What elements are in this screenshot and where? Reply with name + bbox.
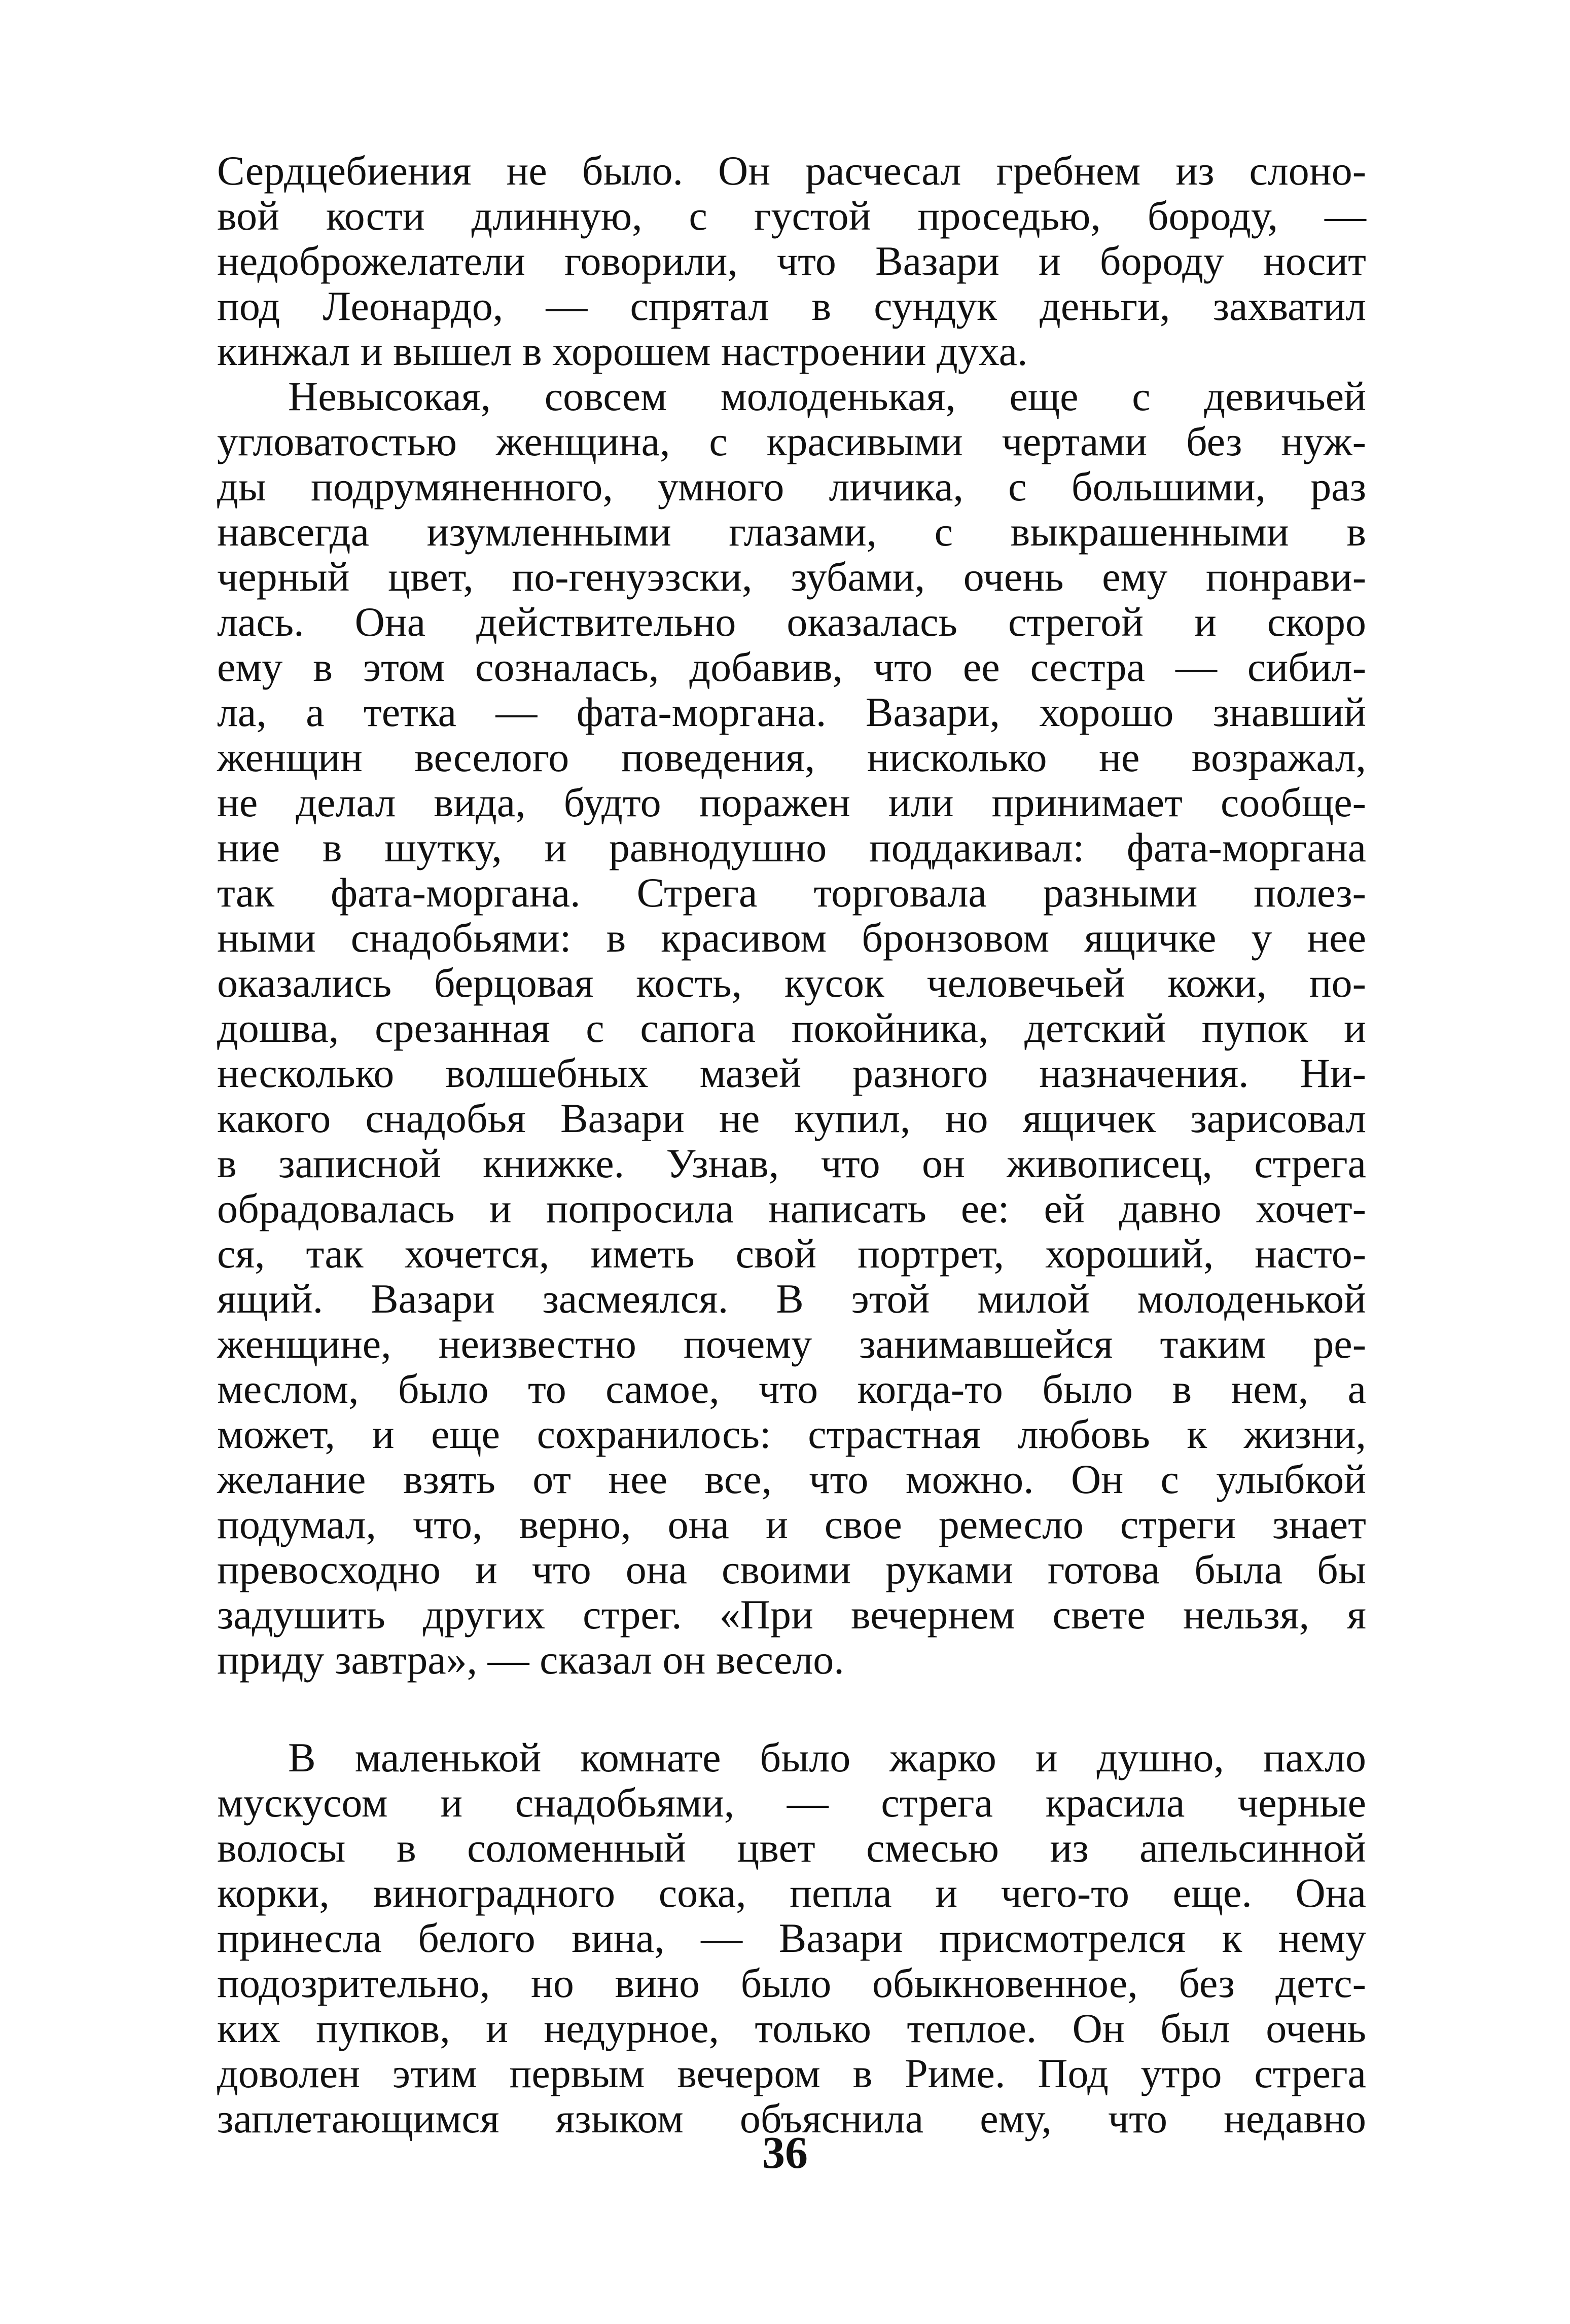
paragraph-1 [217, 148, 1366, 374]
text-line: ему в этом созналась, добавив, что ее сестра — сибил- [217, 644, 1366, 690]
text-line: не делал вида, будто поражен или принимает сообще- [217, 779, 1366, 825]
text-line: Невысокая, совсем молоденькая, еще с девичьей [288, 373, 1366, 419]
text-line: может, и еще сохранилось: страстная любовь к жизни, [217, 1411, 1366, 1457]
text-line: в записной книжке. Узнав, что он живописец, стрега [217, 1140, 1366, 1186]
text-line: ными снадобьями: в красивом бронзовом ящичке у нее [217, 915, 1366, 961]
page-number: 36 [762, 2128, 808, 2178]
text-block-upper [217, 148, 1366, 1682]
text-line: недоброжелатели говорили, что Вазари и бороду носит [217, 238, 1366, 284]
text-line: ся, так хочется, иметь свой портрет, хороший, насто- [217, 1230, 1366, 1277]
text-line: дошва, срезанная с сапога покойника, детский пупок и [217, 1005, 1366, 1051]
text-line: ды подрумяненного, умного личика, с большими, раз [217, 463, 1366, 510]
text-line: подумал, что, верно, она и свое ремесло стреги знает [217, 1501, 1366, 1547]
text-line: В маленькой комнате было жарко и душно, пахло [288, 1734, 1366, 1781]
text-line: лась. Она действительно оказалась стрегой и скоро [217, 599, 1366, 645]
text-line: Сердцебиения не было. Он расчесал гребнем из слоно- [217, 148, 1366, 194]
text-line: подозрительно, но вино было обыкновенное, без детс- [217, 1960, 1366, 2006]
text-line: ние в шутку, и равнодушно поддакивал: фата-моргана [217, 824, 1366, 870]
text-line: желание взять от нее все, что можно. Он с улыбкой [217, 1456, 1366, 1502]
paragraph-3 [217, 1735, 1366, 2141]
text-line: доволен этим первым вечером в Риме. Под утро стрега [217, 2050, 1366, 2096]
text-line: навсегда изумленными глазами, с выкрашенными в [217, 509, 1366, 555]
text-line: угловатостью женщина, с красивыми чертами без нуж- [217, 418, 1366, 464]
text-line: оказались берцовая кость, кусок человечьей кожи, по- [217, 960, 1366, 1006]
text-block-lower [217, 1735, 1366, 2141]
text-line: корки, виноградного сока, пепла и чего-то еще. Она [217, 1870, 1366, 1916]
text-line: задушить других стрег. «При вечернем свете нельзя, я [217, 1591, 1366, 1638]
text-line: женщине, неизвестно почему занимавшейся таким ре- [217, 1321, 1366, 1367]
text-line: ких пупков, и недурное, только теплое. Он был очень [217, 2005, 1366, 2051]
text-line: меслом, было то самое, что когда-то было в нем, а [217, 1366, 1366, 1412]
text-line: обрадовалась и попросила написать ее: ей давно хочет- [217, 1185, 1366, 1231]
text-line: приду завтра», — сказал он весело. [217, 1637, 844, 1683]
text-line: так фата-моргана. Стрега торговала разными полез- [217, 869, 1366, 916]
text-line: какого снадобья Вазари не купил, но ящичек зарисовал [217, 1095, 1366, 1141]
text-line: превосходно и что она своими руками готова была бы [217, 1546, 1366, 1592]
text-line: несколько волшебных мазей разного назначения. Ни- [217, 1050, 1366, 1096]
text-line: мускусом и снадобьями, — стрега красила черные [217, 1780, 1366, 1826]
text-line: волосы в соломенный цвет смесью из апельсинной [217, 1825, 1366, 1871]
text-line: принесла белого вина, — Вазари присмотрелся к нему [217, 1915, 1366, 1961]
text-line: кинжал и вышел в хорошем настроении духа. [217, 328, 1028, 374]
text-line: черный цвет, по-генуэзски, зубами, очень ему понрави- [217, 554, 1366, 600]
text-line: ла, а тетка — фата-моргана. Вазари, хорошо знавший [217, 689, 1366, 735]
text-line: заплетающимся языком объяснила ему, что недавно [217, 2095, 1366, 2141]
text-line: под Леонардо, — спрятал в сундук деньги, захватил [217, 283, 1366, 329]
text-line: женщин веселого поведения, нисколько не возражал, [217, 734, 1366, 780]
text-line: вой кости длинную, с густой проседью, бороду, — [217, 193, 1366, 239]
text-line: ящий. Вазари засмеялся. В этой милой молоденькой [217, 1276, 1366, 1322]
paragraph-2 [217, 374, 1366, 1682]
